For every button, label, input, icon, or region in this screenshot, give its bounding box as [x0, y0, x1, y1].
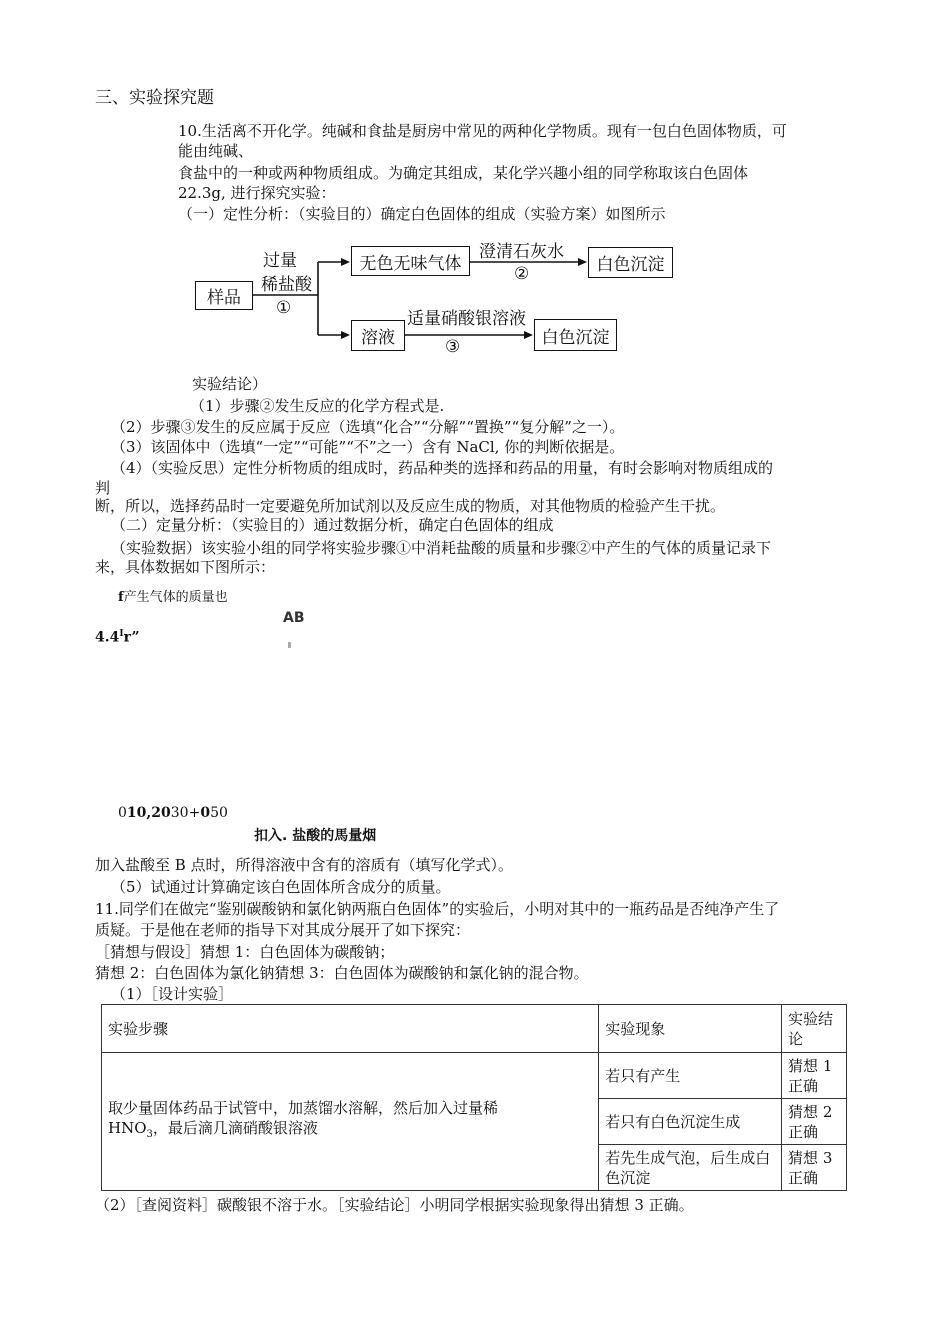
q10-intro-line-2: 能由纯碱、: [178, 142, 254, 160]
q10-intro-line-4: 22.3g, 进行探究实验：: [178, 184, 336, 202]
graph-x-tick-2: 30+: [170, 805, 201, 821]
q11-design-heading: （1）［设计实验］: [111, 985, 234, 1003]
q10-data-line-1: （实验数据）该实验小组的同学将实验步骤①中消耗盐酸的质量和步骤②中产生的气体的质量记录下: [111, 539, 772, 557]
q10-item-1: （1）步骤②发生反应的化学方程式是.: [190, 397, 445, 415]
table-header-phenomenon: 实验现象: [599, 1005, 782, 1053]
q10-item-3: （3）该固体中（选填“一定”“可能”“不”之一）含有 NaCl, 你的判断依据是。: [111, 438, 625, 456]
table-conclusion-1: 猜想 1 正确: [782, 1053, 847, 1099]
table-step-hno3-sub: 3: [146, 1129, 153, 1140]
q10-part2-heading: （二）定量分析：（实验目的）通过数据分析，确定白色固体的组成: [111, 516, 554, 534]
q11-intro-line-1: 11.同学们在做完“鉴别碳酸钠和氯化钠两瓶白色固体”的实验后，小明对其中的一瓶药品是否纯净产生了: [95, 900, 780, 918]
q11-hypothesis-1: ［猜想与假设］猜想 1：白色固体为碳酸钠；: [95, 943, 395, 961]
graph-y-value-num: 4.4: [95, 629, 120, 646]
q11-intro-line-2: 质疑。于是他在老师的指导下对其成分展开了如下探究：: [95, 921, 471, 939]
graph-y-label: [118, 588, 228, 608]
flow-reagent-3: 适量硝酸银溶液: [407, 309, 526, 329]
table-phenomenon-1: 若只有产生: [599, 1053, 782, 1099]
q11-item-2: （2）［查阅资料］碳酸银不溶于水。［实验结论］小明同学根据实验现象得出猜想 3 正确。: [95, 1196, 694, 1214]
table-header-row: [102, 1005, 847, 1053]
q10-after-graph: 加入盐酸至 B 点时，所得溶液中含有的溶质有（填写化学式）。: [95, 856, 514, 874]
graph-x-tick-3: 0: [200, 805, 211, 821]
q10-item-4c: 断，所以，选择药品时一定要避免所加试剂以及反应生成的物质，对其他物质的检验产生干扰。: [95, 497, 726, 515]
flow-reagent-1a: 过量: [263, 251, 297, 271]
flow-diagram: [0, 0, 950, 370]
flow-box-solution: 溶液: [351, 320, 405, 351]
section-title: 三、实验探究题: [95, 88, 214, 108]
flow-step-3: ③: [445, 337, 461, 357]
flow-reagent-1b: 稀盐酸: [261, 275, 312, 295]
flow-reagent-2: 澄清石灰水: [479, 242, 564, 262]
graph-y-prefix: f: [118, 590, 124, 605]
graph-y-value-rest: r”: [123, 629, 140, 646]
q10-item-4a: （4）（实验反思）定性分析物质的组成时，药品种类的选择和药品的用量，有时会影响对物质组成的: [111, 459, 774, 477]
table-step-hno3: HNO: [108, 1119, 147, 1137]
graph-y-label-text: 产生气体的质量也: [123, 590, 228, 605]
graph-x-ticks: [118, 803, 228, 823]
graph-x-tick-1: 10,20: [126, 805, 171, 821]
graph-x-tick-4: 50: [210, 805, 228, 821]
flow-step-2: ②: [514, 264, 530, 284]
q10-item-5: （5）试通过计算确定该白色固体所含成分的质量。: [111, 878, 451, 896]
table-step-text-1: 取少量固体药品于试管中，加蒸馏水溶解，然后加入过量稀: [108, 1099, 499, 1117]
q11-hypothesis-2: 猜想 2：白色固体为氯化钠猜想 3：白色固体为碳酸钠和氯化钠的混合物。: [95, 964, 589, 982]
flow-box-precipitate-1: 白色沉淀: [588, 247, 673, 278]
q10-data-line-2: 来，具体数据如下图所示：: [95, 558, 276, 576]
graph-y-value-sup: I: [119, 629, 124, 639]
table-phenomenon-3: 若先生成气泡，后生成白色沉淀: [599, 1145, 782, 1191]
flow-arrowhead-ppt2: [524, 331, 533, 339]
flow-box-precipitate-2: 白色沉淀: [534, 319, 617, 351]
q10-conclusion-label: 实验结论）: [192, 375, 268, 393]
graph-x-tick-0: 0: [118, 805, 127, 821]
table-header-conclusion: 实验结论: [782, 1005, 847, 1053]
table-row: [102, 1053, 847, 1099]
q10-part1-heading: （一）定性分析：（实验目的）确定白色固体的组成（实验方案）如图所示: [178, 205, 666, 223]
table-step-text-2: [108, 1118, 592, 1145]
q10-intro-line-1: 10.生活离不开化学。纯碱和食盐是厨房中常见的两种化学物质。现有一包白色固体物质，可: [178, 122, 787, 140]
flow-box-sample: 样品: [195, 281, 253, 310]
table-header-step: 实验步骤: [102, 1005, 599, 1053]
graph-x-label: 扣入. 盐酸的馬量烟: [254, 828, 377, 844]
table-step-text-2-rest: ，最后滴几滴硝酸银溶液: [152, 1119, 318, 1137]
flow-step-1: ①: [276, 298, 292, 318]
graph-points-label: AB: [283, 610, 305, 626]
flow-arrowhead-ppt1: [578, 258, 587, 266]
table-conclusion-3: 猜想 3 正确: [782, 1145, 847, 1191]
q10-item-2: （2）步骤③发生的反应属于反应（选填“化合”“分解”“置换”“复分解”之一）。: [111, 418, 625, 436]
table-phenomenon-2: 若只有白色沉淀生成: [599, 1099, 782, 1145]
q10-item-4b: 判: [95, 479, 111, 497]
flow-arrowhead-solution: [341, 331, 350, 339]
flow-arrowhead-gas: [341, 258, 350, 266]
table-conclusion-2: 猜想 2 正确: [782, 1099, 847, 1145]
table-step-cell: [102, 1053, 599, 1191]
experiment-table: [101, 1004, 847, 1191]
q10-intro-line-3: 食盐中的一种或两种物质组成。为确定其组成，某化学兴趣小组的同学称取该白色固体: [178, 164, 749, 182]
graph-y-value: [95, 624, 140, 648]
graph-tick-mark: [288, 642, 291, 648]
flow-box-gas: 无色无味气体: [351, 246, 470, 276]
